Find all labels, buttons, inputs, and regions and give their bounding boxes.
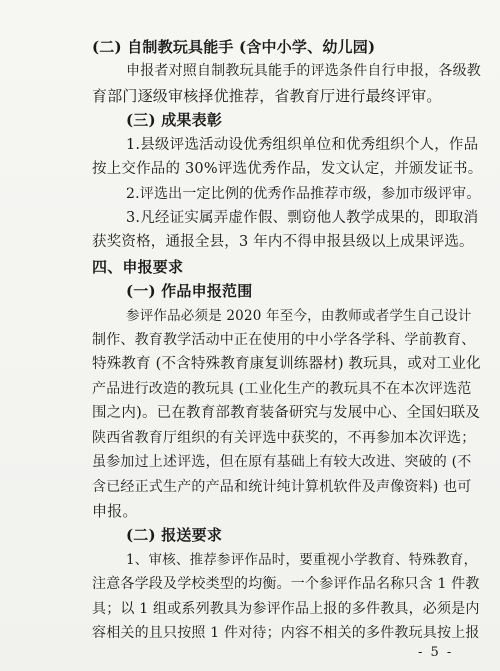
paragraph-line: 1、审核、推荐参评作品时，要重视小学教育、特殊教育， <box>126 552 478 568</box>
paragraph-line: 围之内)。已在教育部教育装备研究与发展中心、全国妇联及 <box>92 405 481 421</box>
page-number: - 5 - <box>418 645 454 660</box>
paragraph-line: 获奖资格，通报全县，3 年内不得申报县级以上成果评选。 <box>92 234 474 250</box>
paragraph-line: 申报。 <box>92 502 138 520</box>
section-heading: (三) 成果表彰 <box>126 111 223 129</box>
paragraph-line: 申报者对照自制教玩具能手的评选条件自行申报，各级教 <box>126 63 481 79</box>
paragraph-line: 3.凡经证实属弄虚作假、剽窃他人教学成果的，即取消 <box>126 210 479 226</box>
paragraph-line: 具；以 1 组或系列教具为参评作品上报的多件教具，必须是内 <box>92 601 480 617</box>
paragraph-line: 产品进行改造的教玩具 (工业化生产的教玩具不在本次评选范 <box>92 381 472 397</box>
paragraph-line: 注意各学段及学校类型的均衡。一个参评作品名称只含 1 件教 <box>92 576 480 592</box>
section-heading: 四、申报要求 <box>92 258 184 276</box>
paragraph-line: 特殊教育 (不含特殊教育康复训练器材) 教玩具，或对工业化 <box>92 356 481 372</box>
paragraph-line: 含已经正式生产的产品和统计纯计算机软件及声像资料) 也可 <box>92 479 472 495</box>
section-heading: (二) 报送要求 <box>126 526 223 544</box>
paragraph-line: 容相关的且只按照 1 件对待；内容不相关的多件教玩具按上报 <box>92 625 480 641</box>
paragraph-line: 育部门逐级审核择优推荐，省教育厅进行最终评审。 <box>92 87 442 105</box>
paragraph-line: 陕西省教育厅组织的有关评选中获奖的，不再参加本次评选； <box>92 430 476 446</box>
paragraph-line: 1.县级评选活动设优秀组织单位和优秀组织个人，作品 <box>126 137 479 153</box>
paragraph-line: 虽参加过上述评选，但在原有基础上有较大改进、突破的 (不 <box>92 454 472 470</box>
section-heading: (一) 作品申报范围 <box>126 282 253 300</box>
section-heading: (二) 自制教玩具能手 (含中小学、幼儿园) <box>92 38 376 56</box>
paragraph-line: 制作、教育教学活动中正在使用的中小学各学科、学前教育、 <box>92 332 476 348</box>
paragraph-line: 按上交作品的 30%评选优秀作品，发文认定，并颁发证书。 <box>92 161 483 177</box>
paragraph-line: 2.评选出一定比例的优秀作品推荐市级，参加市级评审。 <box>126 186 481 202</box>
paragraph-line: 参评作品必须是 2020 年至今，由教师或者学生自己设计 <box>126 308 472 324</box>
